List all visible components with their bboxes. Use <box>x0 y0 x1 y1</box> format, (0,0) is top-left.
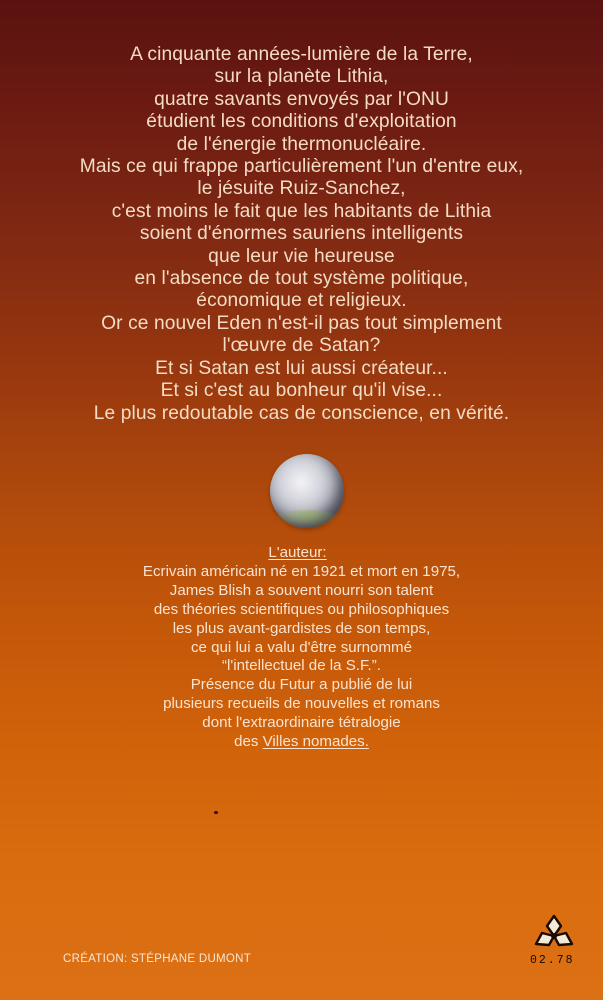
blurb-line: de l'énergie thermonucléaire. <box>176 133 427 155</box>
blurb-line: quatre savants envoyés par l'ONU <box>154 88 449 110</box>
author-last-line <box>0 733 603 752</box>
blurb-line: l'œuvre de Satan? <box>222 335 381 357</box>
author-line: Présence du Futur a publié de lui <box>190 676 413 694</box>
blurb-line: Or ce nouvel Eden n'est-il pas tout simplement <box>101 312 502 334</box>
author-last-line-prefix: des <box>234 733 263 751</box>
author-line: plusieurs recueils de nouvelles et romans <box>163 695 440 713</box>
blurb-line: en l'absence de tout système politique, <box>134 268 469 290</box>
publisher-trefoil-icon <box>534 914 574 950</box>
author-line: ce qui lui a valu d'être surnommé <box>190 638 412 656</box>
blurb-line: le jésuite Ruiz-Sanchez, <box>197 178 406 200</box>
blurb-line: Et si c'est au bonheur qu'il vise... <box>160 380 443 402</box>
blurb-line: étudient les conditions d'exploitation <box>146 111 457 133</box>
author-heading <box>0 544 603 563</box>
author-line: Ecrivain américain né en 1921 et mort en 1975, <box>142 562 461 580</box>
blurb-line: A cinquante années-lumière de la Terre, <box>130 44 473 65</box>
author-line: des théories scientifiques ou philosophiques <box>153 600 450 618</box>
blurb-line: que leur vie heureuse <box>208 245 395 267</box>
blurb <box>0 44 603 425</box>
planet-sphere-icon <box>270 454 344 528</box>
author-section <box>0 544 603 752</box>
blurb-line: soient d'énormes sauriens intelligents <box>139 223 464 245</box>
blurb-line: c'est moins le fait que les habitants de Lithia <box>111 200 492 222</box>
blurb-line: Et si Satan est lui aussi créateur... <box>155 357 448 379</box>
blurb-line: Mais ce qui frappe particulièrement l'un d'entre eux, <box>79 156 524 178</box>
blurb-line: Le plus redoutable cas de conscience, en vérité. <box>93 402 510 424</box>
author-line: les plus avant-gardistes de son temps, <box>172 619 431 637</box>
catalog-code: 02.78 <box>530 954 575 967</box>
author-line: James Blish a souvent nourri son talent <box>169 581 434 599</box>
author-line: dont l'extraordinaire tétralogie <box>202 714 401 732</box>
blurb-line: économique et religieux. <box>196 290 407 312</box>
author-line: “l'intellectuel de la S.F.”. <box>222 657 381 675</box>
series-title: Villes nomades. <box>262 733 369 751</box>
blurb-line: sur la planète Lithia, <box>214 66 389 88</box>
design-credit: CRÉATION: STÉPHANE DUMONT <box>63 953 252 965</box>
print-speck <box>214 811 218 814</box>
author-heading-text: L'auteur: <box>268 544 327 561</box>
